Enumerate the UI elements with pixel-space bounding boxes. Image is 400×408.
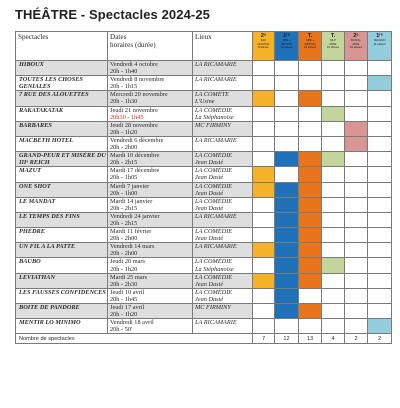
empty-cell (299, 319, 322, 334)
show-time: 20h - 1h40 (110, 68, 138, 76)
table-row (16, 197, 392, 212)
empty-cell (345, 319, 368, 334)
show-date: Vendredi 18 avril (110, 319, 154, 327)
show-time: 20h - 1h20 (110, 128, 138, 136)
empty-cell (253, 288, 275, 303)
show-time: 20h - 2h15 (110, 159, 138, 167)
show-date-time (108, 212, 193, 227)
show-date: Jeudi 17 avril (110, 304, 145, 311)
show-title: LE TEMPS DES FINS (16, 212, 108, 227)
empty-cell (253, 76, 275, 91)
footer-row (16, 334, 392, 344)
venue-hall: Jean Dasté (195, 189, 224, 197)
show-time: 20h - 1h20 (110, 311, 138, 319)
attendance-mark (275, 197, 299, 212)
venue-name: LA COMÉDIE (195, 228, 233, 236)
show-date: Mardi 14 janvier (110, 197, 153, 205)
option-l3: 12 élèves (280, 45, 293, 50)
empty-cell (345, 182, 368, 197)
option-l2: MIXE (329, 41, 337, 46)
empty-cell (275, 121, 299, 136)
show-date-time (108, 182, 193, 197)
table-footer (16, 334, 392, 344)
venue-hall: Jean Dasté (195, 159, 224, 167)
empty-cell (299, 76, 322, 91)
show-title: MACBETH HOTEL (16, 136, 108, 151)
empty-cell (345, 76, 368, 91)
empty-cell (322, 136, 345, 151)
attendance-mark (275, 273, 299, 288)
show-date-time (108, 91, 193, 106)
empty-cell (368, 212, 392, 227)
option-l2: CHOIXAL (257, 41, 270, 46)
show-date: Vendredi 8 novembre (110, 76, 165, 84)
page-title: THÉÂTRE - Spectacles 2024-25 (15, 7, 210, 22)
show-time: 20h - 1h45 (110, 295, 138, 303)
attendance-mark (299, 304, 322, 319)
attendance-mark (299, 228, 322, 243)
show-title: UN FIL A LA PATTE (16, 243, 108, 258)
attendance-mark (275, 288, 299, 303)
venue-name: LA RICAMARIE (195, 76, 237, 84)
header-option-5 (345, 32, 368, 61)
header-option-3 (299, 32, 322, 61)
footer-label: Nombre de spectacles (16, 334, 253, 344)
attendance-mark (275, 228, 299, 243)
empty-cell (345, 273, 368, 288)
venue-name: LA COMÉDIE (195, 288, 233, 296)
show-time: 20h - 1h30 (110, 98, 138, 106)
empty-cell (345, 212, 368, 227)
empty-cell (253, 61, 275, 76)
show-time: 20h - 1h05 (110, 174, 138, 182)
empty-cell (275, 319, 299, 334)
attendance-mark (299, 243, 322, 258)
attendance-mark (253, 243, 275, 258)
venue-name: LA COMÈTE (195, 91, 229, 99)
empty-cell (322, 228, 345, 243)
show-date: Mardi 25 mars (110, 273, 148, 281)
count-option-2: 12 (275, 334, 299, 344)
show-date-time (108, 121, 193, 136)
show-venue (193, 304, 253, 319)
empty-cell (253, 136, 275, 151)
attendance-mark (275, 182, 299, 197)
show-venue (193, 197, 253, 212)
show-title: PHÈDRE (16, 228, 108, 243)
table-row (16, 273, 392, 288)
venue-name: LA RICAMARIE (195, 61, 237, 68)
empty-cell (322, 288, 345, 303)
attendance-mark (345, 136, 368, 151)
header-option-4 (322, 32, 345, 61)
venue-name: LA COMÉDIE (195, 182, 233, 190)
show-date-time (108, 273, 193, 288)
show-title: GRAND-PEUR ET MISÈRE DU IIIᵉ REICH (16, 152, 108, 167)
header-option-6 (368, 32, 392, 61)
option-l3: 14 élèves (304, 45, 316, 50)
empty-cell (345, 106, 368, 121)
empty-cell (322, 319, 345, 334)
show-venue (193, 152, 253, 167)
show-title: LEVIATHAN (16, 273, 108, 288)
empty-cell (368, 258, 392, 273)
show-time: 20h - 1h00 (110, 189, 138, 197)
empty-cell (368, 243, 392, 258)
show-venue (193, 243, 253, 258)
empty-cell (322, 167, 345, 182)
show-time: 20h - 2h30 (110, 280, 138, 288)
attendance-mark (299, 91, 322, 106)
show-venue (193, 228, 253, 243)
attendance-mark (275, 243, 299, 258)
empty-cell (368, 273, 392, 288)
attendance-mark (299, 273, 322, 288)
show-time: 20h - 2h00 (110, 235, 138, 243)
empty-cell (368, 61, 392, 76)
show-venue (193, 258, 253, 273)
attendance-mark (275, 152, 299, 167)
show-title: MAZUT (16, 167, 108, 182)
count-option-6: 2 (368, 334, 392, 344)
empty-cell (322, 273, 345, 288)
show-title: 7 RUE DES ALOUETTES (16, 91, 108, 106)
show-date: Jeudi 10 avril (110, 288, 145, 296)
option-l1: TECHNO (373, 38, 386, 43)
venue-name: LA RICAMARIE (195, 136, 237, 144)
show-venue (193, 136, 253, 151)
show-time: 20h30 - 1h45 (110, 113, 144, 121)
header-dates (108, 32, 193, 61)
option-level: 2ᵉ (353, 33, 359, 39)
show-date-time (108, 243, 193, 258)
show-title: RAKATAKATAK (16, 106, 108, 121)
empty-cell (322, 212, 345, 227)
empty-cell (253, 258, 275, 273)
empty-cell (345, 243, 368, 258)
venue-hall: La Stéphanoise (195, 113, 234, 121)
empty-cell (275, 167, 299, 182)
venue-hall: La Stéphanoise (195, 265, 234, 273)
table-row (16, 152, 392, 167)
show-title: MENTIR LO MINIMO (16, 319, 108, 334)
option-l2: MIXE (352, 41, 360, 46)
empty-cell (253, 152, 275, 167)
option-l1: MLP (330, 38, 336, 43)
attendance-mark (322, 152, 345, 167)
option-l3: 10 élèves (327, 45, 339, 50)
header-dates-line1: Dates (110, 33, 127, 41)
show-date-time (108, 152, 193, 167)
attendance-mark (299, 152, 322, 167)
show-date-time (108, 106, 193, 121)
show-date: Jeudi 28 novembre (110, 121, 158, 129)
venue-hall: Jean Dasté (195, 174, 224, 182)
show-date-time (108, 319, 193, 334)
show-venue (193, 121, 253, 136)
empty-cell (368, 182, 392, 197)
show-date-time (108, 258, 193, 273)
show-date-time (108, 197, 193, 212)
option-l1: FAC (260, 38, 267, 43)
show-venue (193, 288, 253, 303)
table-row (16, 228, 392, 243)
empty-cell (345, 61, 368, 76)
show-date: Jeudi 20 mars (110, 258, 145, 266)
venue-name: LA COMÉDIE (195, 273, 233, 281)
header-option-2 (275, 32, 299, 61)
empty-cell (322, 243, 345, 258)
show-date: Mardi 11 février (110, 228, 152, 236)
venue-name: LA RICAMARIE (195, 212, 237, 220)
show-title: LE MANDAT (16, 197, 108, 212)
show-time: 20h - 50' (110, 326, 133, 334)
show-date: Mardi 10 décembre (110, 152, 160, 160)
show-venue (193, 273, 253, 288)
empty-cell (368, 288, 392, 303)
venue-name: LA RICAMARIE (195, 243, 237, 251)
empty-cell (253, 319, 275, 334)
empty-cell (322, 61, 345, 76)
table-row (16, 182, 392, 197)
show-title: LES FAUSSES CONFIDENCES (16, 288, 108, 303)
header-row (16, 32, 392, 61)
show-time: 20h - 1h15 (110, 83, 138, 91)
venue-hall: Jean Dasté (195, 295, 224, 303)
show-date-time (108, 61, 193, 76)
empty-cell (253, 106, 275, 121)
empty-cell (322, 197, 345, 212)
empty-cell (275, 136, 299, 151)
header-show: Spectacles (16, 32, 108, 61)
count-option-5: 2 (345, 334, 368, 344)
show-date: Mardi 17 décembre (110, 167, 160, 175)
show-time: 20h - 1h20 (110, 265, 138, 273)
table-row (16, 91, 392, 106)
table-row (16, 243, 392, 258)
show-time: 20h - 2h15 (110, 219, 138, 227)
table-row (16, 121, 392, 136)
empty-cell (322, 304, 345, 319)
table-body (16, 61, 392, 334)
table-row (16, 167, 392, 182)
venue-name: LA COMÉDIE (195, 167, 233, 175)
show-title: BAUBO (16, 258, 108, 273)
attendance-mark (299, 258, 322, 273)
empty-cell (345, 197, 368, 212)
attendance-mark (275, 304, 299, 319)
option-level: T. (307, 33, 313, 39)
venue-name: LA COMÉDIE (195, 152, 233, 160)
schedule-table-wrapper (15, 31, 392, 344)
empty-cell (345, 167, 368, 182)
schedule-table (15, 31, 392, 344)
table-row (16, 136, 392, 151)
empty-cell (368, 91, 392, 106)
empty-cell (322, 76, 345, 91)
show-date-time (108, 136, 193, 151)
empty-cell (299, 121, 322, 136)
show-venue (193, 106, 253, 121)
show-title: ONE SHOT (16, 182, 108, 197)
attendance-mark (253, 167, 275, 182)
empty-cell (345, 228, 368, 243)
table-row (16, 76, 392, 91)
header-venue: Lieux (193, 32, 253, 61)
show-date: Vendredi 24 janvier (110, 212, 160, 220)
attendance-mark (368, 319, 392, 334)
attendance-mark (322, 106, 345, 121)
empty-cell (299, 288, 322, 303)
show-date-time (108, 167, 193, 182)
empty-cell (253, 228, 275, 243)
count-option-3: 13 (299, 334, 322, 344)
venue-name: MC FIRMINY (195, 121, 231, 129)
table-row (16, 106, 392, 121)
show-title: TOUTES LES CHOSES GENIALES (16, 76, 108, 91)
empty-cell (345, 304, 368, 319)
table-header (16, 32, 392, 61)
empty-cell (322, 182, 345, 197)
empty-cell (299, 136, 322, 151)
empty-cell (322, 121, 345, 136)
empty-cell (368, 167, 392, 182)
show-date-time (108, 76, 193, 91)
attendance-mark (299, 182, 322, 197)
show-venue (193, 61, 253, 76)
attendance-mark (275, 212, 299, 227)
header-option-1 (253, 32, 275, 61)
venue-name: LA RICAMARIE (195, 319, 237, 327)
show-venue (193, 167, 253, 182)
empty-cell (368, 121, 392, 136)
show-venue (193, 212, 253, 227)
show-date: Jeudi 21 novembre (110, 106, 158, 114)
table-row (16, 212, 392, 227)
show-time: 20h - 2h00 (110, 144, 138, 152)
attendance-mark (368, 76, 392, 91)
attendance-mark (275, 258, 299, 273)
attendance-mark (299, 167, 322, 182)
empty-cell (345, 258, 368, 273)
empty-cell (253, 197, 275, 212)
empty-cell (253, 304, 275, 319)
venue-name: LA COMÉDIE (195, 106, 233, 114)
empty-cell (253, 121, 275, 136)
empty-cell (299, 61, 322, 76)
attendance-mark (299, 212, 322, 227)
empty-cell (275, 106, 299, 121)
option-l3: 11 élèves (373, 41, 386, 46)
show-title: BOITE DE PANDORE (16, 304, 108, 319)
table-row (16, 319, 392, 334)
option-l3: 8 élèves (258, 45, 269, 50)
table-row (16, 304, 392, 319)
empty-cell (345, 152, 368, 167)
option-l1: SPE + (282, 38, 291, 43)
option-l3: 10 élèves (350, 45, 362, 50)
venue-hall: L'Usine (195, 98, 215, 106)
count-option-1: 7 (253, 334, 275, 344)
empty-cell (368, 228, 392, 243)
table-row (16, 288, 392, 303)
table-row (16, 61, 392, 76)
empty-cell (299, 106, 322, 121)
venue-name: LA COMÉDIE (195, 258, 233, 266)
option-level: T. (330, 33, 336, 39)
empty-cell (368, 136, 392, 151)
count-option-4: 4 (322, 334, 345, 344)
show-title: BARBARES (16, 121, 108, 136)
show-venue (193, 76, 253, 91)
show-date: Vendredi 14 mars (110, 243, 155, 251)
attendance-mark (299, 197, 322, 212)
show-date: Vendredi 6 décembre (110, 136, 164, 144)
option-l1: FRANÇ. (350, 38, 362, 43)
attendance-mark (253, 182, 275, 197)
attendance-mark (345, 121, 368, 136)
show-time: 20h - 2h00 (110, 250, 138, 258)
option-level: 2ᵉ (260, 33, 267, 39)
attendance-mark (253, 91, 275, 106)
header-dates-line2: horaires (durée) (110, 41, 156, 49)
empty-cell (275, 76, 299, 91)
attendance-mark (322, 258, 345, 273)
show-date: Mardi 7 janvier (110, 182, 150, 190)
option-level: 1ʳᵉ (376, 33, 383, 39)
empty-cell (275, 91, 299, 106)
empty-cell (275, 61, 299, 76)
empty-cell (368, 152, 392, 167)
venue-hall: Jean Dasté (195, 204, 224, 212)
empty-cell (368, 304, 392, 319)
empty-cell (368, 106, 392, 121)
venue-name: LA COMÉDIE (195, 197, 233, 205)
attendance-mark (253, 273, 275, 288)
option-l1: SPE + (305, 38, 314, 43)
venue-hall: Jean Dasté (195, 280, 224, 288)
show-date: Mercredi 20 novembre (110, 91, 168, 99)
option-l2: OPTION (281, 41, 292, 46)
option-l2: OPTION (304, 41, 316, 46)
show-date-time (108, 304, 193, 319)
show-date: Vendredi 4 octobre (110, 61, 158, 68)
show-title: HIBOUX (16, 61, 108, 76)
table-row (16, 258, 392, 273)
show-date-time (108, 228, 193, 243)
venue-hall: Jean Dasté (195, 235, 224, 243)
option-level: 1ʳᵉ (283, 33, 290, 39)
show-time: 20h - 2h15 (110, 204, 138, 212)
show-venue (193, 319, 253, 334)
empty-cell (368, 197, 392, 212)
empty-cell (322, 91, 345, 106)
empty-cell (345, 288, 368, 303)
show-venue (193, 182, 253, 197)
show-venue (193, 91, 253, 106)
show-date-time (108, 288, 193, 303)
empty-cell (253, 212, 275, 227)
empty-cell (345, 91, 368, 106)
venue-name: MC FIRMINY (195, 304, 231, 311)
